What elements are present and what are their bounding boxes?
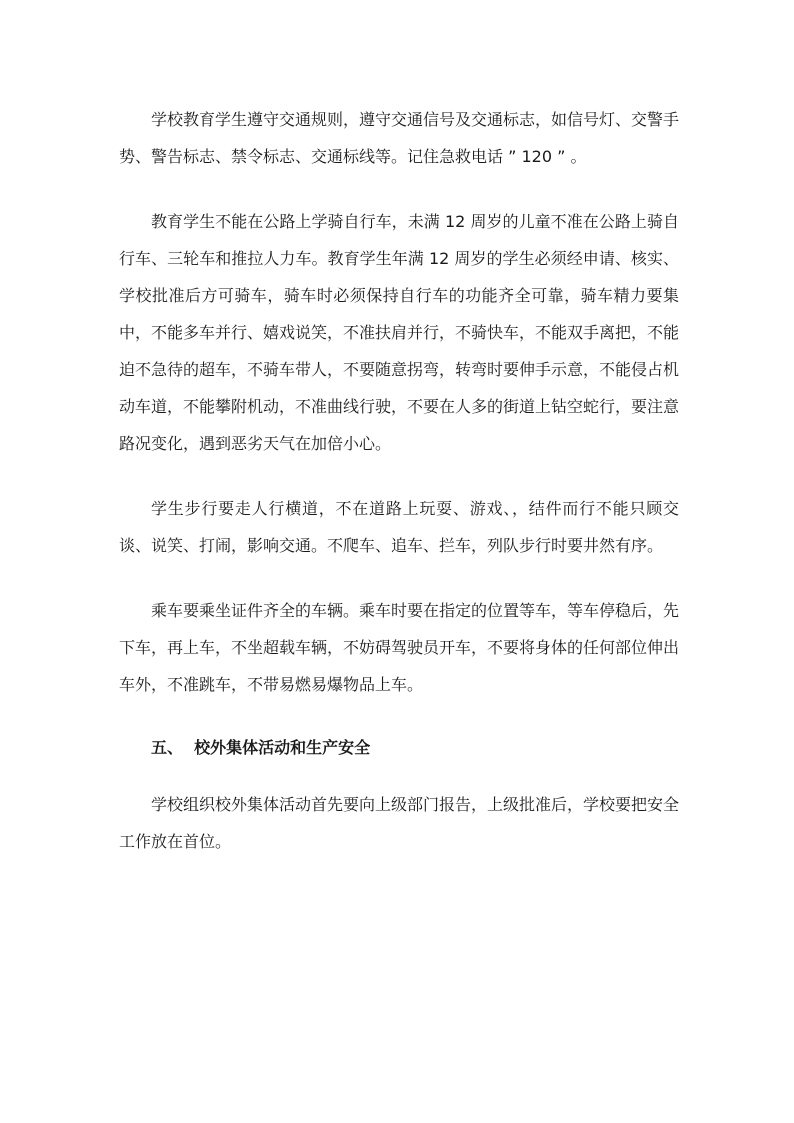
document-body xyxy=(119,101,679,888)
paragraph-riding-vehicles: 乘车要乘坐证件齐全的车辆。乘车时要在指定的位置等车，等车停稳后，先下车，再上车，不坐超载车辆，不妨碍驾驶员开车，不要将身体的任何部位伸出车外，不准跳车，不带易燃易爆物品上车。 xyxy=(119,601,680,694)
paragraph-bicycle-safety: 教育学生不能在公路上学骑自行车，未满 12 周岁的儿童不准在公路上骑自行车、三轮车和推拉人力车。教育学生年满 12 周岁的学生必须经申请、核实、学校批准后方可骑车，骑车时必须保持自行车的功能齐全可靠，骑车精力要集中，不能多车并行、嬉戏说笑，不准扶肩并行，不骑快车，不能双手离把，不能迫不急待的超车，不骑车带人，不要随意拐弯，转弯时要伸手示意，不能侵占机动车道，不能攀附机动，不准曲线行驶，不要在人多的街道上钻空蛇行，要注意路况变化，遇到恶劣天气在加倍小心。 xyxy=(119,212,680,453)
section-heading: 五、 校外集体活动和生产安全 xyxy=(151,738,371,757)
paragraph-traffic-rules: 学校教育学生遵守交通规则，遵守交通信号及交通标志，如信号灯、交警手势、警告标志、禁令标志、交通标线等。记住急救电话 ” 120 ” 。 xyxy=(119,110,680,166)
paragraph-group-activities: 学校组织校外集体活动首先要向上级部门报告，上级批准后，学校要把安全工作放在首位。 xyxy=(119,795,680,851)
paragraph-pedestrian-safety: 学生步行要走人行横道，不在道路上玩耍、游戏、，结件而行不能只顾交谈、说笑、打闹，影响交通。不爬车、追车、拦车，列队步行时要井然有序。 xyxy=(119,499,679,555)
